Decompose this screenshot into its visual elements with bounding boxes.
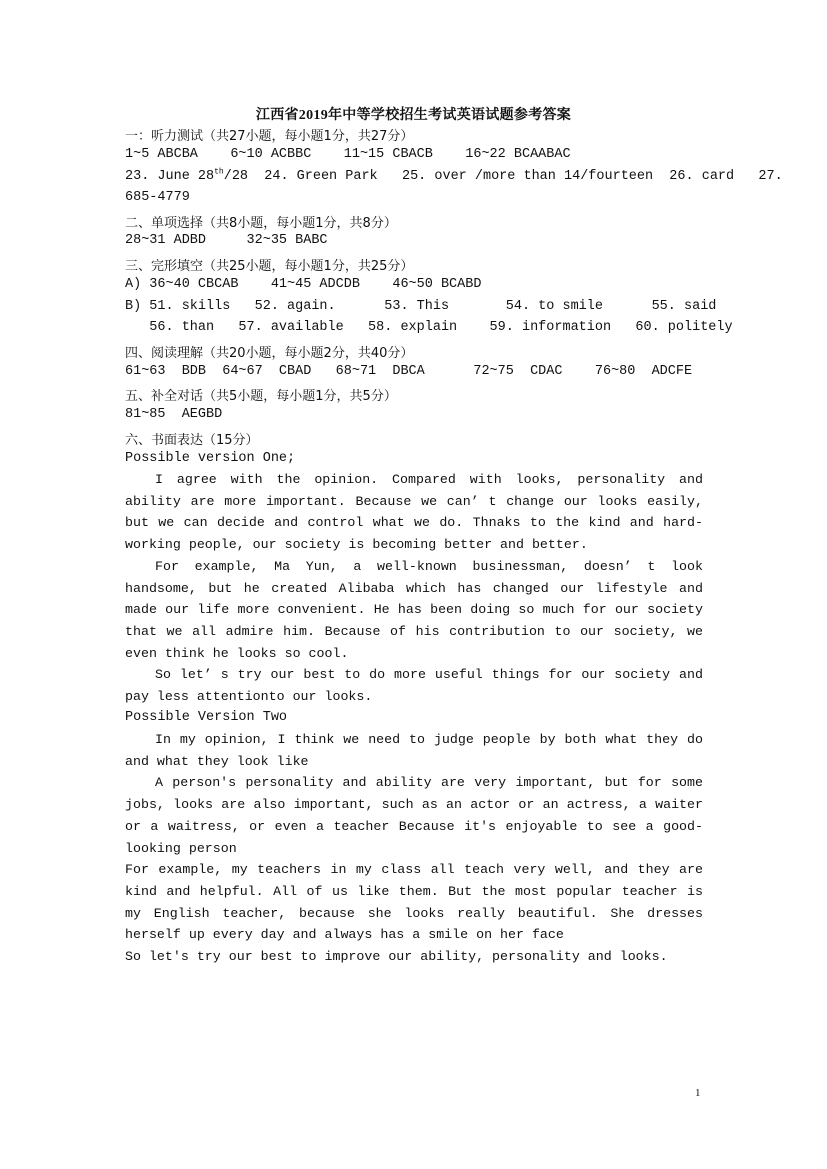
dialogue-answers: 81~85 AEGBD [125,407,223,422]
listening-answers-2: 23. June 28th/28 24. Green Park 25. over /more than 14/fourteen 26. card 27. [125,167,783,184]
reading-answers: 61~63 BDB 64~67 CBAD 68~71 DBCA 72~75 CDAC 76~80 ADCFE [125,364,693,379]
essay-paragraph: So let’ s try our best to do more useful things for our society and pay less attentionto our looks. [125,667,703,705]
cloze-answers-b2: 56. than 57. available 58. explain 59. information 60. politely [125,320,733,335]
essay-paragraph: In my opinion, I think we need to judge people by both what they do and what they look like [125,732,703,769]
page-number: 1 [695,1087,701,1099]
section-choice-heading: 二、单项选择（共8小题，每小题1分，共8分） [125,216,397,231]
section-listening-heading: 一：听力测试（共27小题，每小题1分，共27分） [125,129,414,144]
essay-paragraph: For example, my teachers in my class all teach very well, and they are kind and helpful. All of us like them. But the most popular teacher is my English teacher, because she looks really beautiful. She dresses herself up every day and always has a smile on her face [125,862,703,943]
essay-paragraph: A person's personality and ability are very important, but for some jobs, looks are also important, such as an actor or an actress, a waiter or a waitress, or even a teacher Because it's enjoyable to see a good-looking person [125,775,703,856]
essay-paragraph: For example, Ma Yun, a well-known businessman, doesn’ t look handsome, but he created Alibaba which has changed our lifestyle and made our life more convenient. He has been doing so much for our society that we all admire him. Because of his contribution to our society, we even think he looks so cool. [125,558,703,661]
section-dialogue-heading: 五、补全对话（共5小题，每小题1分，共5分） [125,389,397,404]
version-one-title: Possible version One; [125,451,296,466]
cloze-answers-b1: B) 51. skills 52. again. 53. This 54. to smile 55. said [125,299,717,314]
page-title: 江西省2019年中等学校招生考试英语试题参考答案 [255,108,572,123]
listening-answers-3: 685-4779 [125,190,190,205]
section-writing-heading: 六、书面表达（15分） [125,433,259,448]
version-one-essay [125,469,703,708]
version-two-essay [125,729,703,968]
cloze-answers-a: A) 36~40 CBCAB 41~45 ADCDB 46~50 BCABD [125,277,482,292]
section-cloze-heading: 三、完形填空（共25小题，每小题1分，共25分） [125,259,414,274]
essay-paragraph: I agree with the opinion. Compared with looks, personality and ability are more important. Because we can’ t change our looks easily, but we can decide and control what we do. Thnaks to the kind and hard-working people, our society is becoming better and better. [125,472,703,553]
choice-answers: 28~31 ADBD 32~35 BABC [125,233,328,248]
version-two-title: Possible Version Two [125,710,288,725]
section-reading-heading: 四、阅读理解（共20小题，每小题2分，共40分） [125,346,414,361]
essay-paragraph: So let's try our best to improve our ability, personality and looks. [125,949,668,965]
listening-answers-1: 1~5 ABCBA 6~10 ACBBC 11~15 CBACB 16~22 BCAABAC [125,147,571,162]
